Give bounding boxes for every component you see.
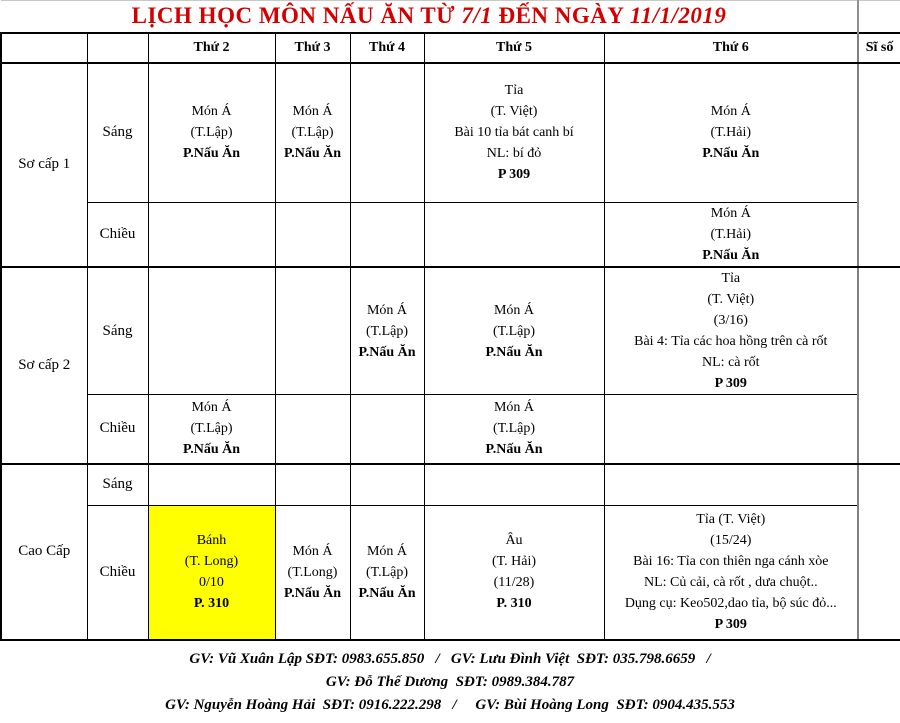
course-room: P.Nấu Ăn bbox=[485, 344, 543, 360]
cell-caocap-sang-thu6 bbox=[604, 464, 858, 506]
course-name: Món Á bbox=[191, 104, 232, 120]
class-label-so-cap-1: Sơ cấp 1 bbox=[1, 63, 87, 268]
cell-socap2-chieu-thu3 bbox=[275, 395, 350, 464]
course-progress: (15/24) bbox=[710, 533, 752, 549]
cell-socap1-chieu-thu6 bbox=[604, 203, 858, 268]
cell-socap2-chieu-thu5 bbox=[424, 395, 604, 464]
cell-caocap-chieu-thu5 bbox=[424, 506, 604, 640]
course-room: P.Nấu Ăn bbox=[358, 344, 416, 360]
cell-socap2-sang-thu5 bbox=[424, 267, 604, 395]
cell-socap2-chieu-thu2 bbox=[148, 395, 275, 464]
course-room: P 309 bbox=[714, 376, 747, 391]
cell-caocap-chieu-thu4 bbox=[350, 506, 424, 640]
course-name: Tỉa bbox=[721, 271, 741, 286]
course-teacher: (T. Việt) bbox=[490, 104, 538, 120]
session-label-chieu: Chiều bbox=[87, 395, 148, 464]
cell-caocap-sang-thu2 bbox=[148, 464, 275, 506]
course-room: P. 310 bbox=[496, 596, 532, 612]
day-header-thu4: Thứ 4 bbox=[350, 33, 424, 63]
course-teacher: (T.Lập) bbox=[365, 323, 409, 339]
row-socap2-sang bbox=[1, 267, 900, 395]
course-name: Món Á bbox=[292, 104, 333, 120]
cell-socap1-sang-thu6 bbox=[604, 63, 858, 203]
class-size-header: Sĩ số bbox=[858, 33, 900, 63]
cell-caocap-chieu-thu6 bbox=[604, 506, 858, 640]
course-room: P.Nấu Ăn bbox=[182, 146, 241, 162]
course-name: Món Á bbox=[710, 206, 751, 221]
course-name: Bánh bbox=[196, 533, 227, 549]
row-caocap-chieu bbox=[1, 506, 900, 640]
teacher-contacts bbox=[0, 641, 900, 723]
row-socap1-sang bbox=[1, 63, 900, 203]
day-header-thu6: Thứ 6 bbox=[604, 33, 858, 63]
session-label-chieu: Chiều bbox=[87, 203, 148, 268]
teacher-contact-line-1: GV: Vũ Xuân Lập SĐT: 0983.655.850 / GV: Lưu Đình Việt SĐT: 035.798.6659 / bbox=[189, 650, 711, 667]
course-name: Âu bbox=[505, 533, 523, 549]
course-ingredients: NL: cà rốt bbox=[702, 355, 760, 370]
class-label-cao-cap: Cao Cấp bbox=[1, 464, 87, 640]
course-room: P.Nấu Ăn bbox=[485, 442, 543, 458]
cell-socap1-sang-thu4 bbox=[350, 63, 424, 203]
course-lesson: Bài 10 tỉa bát canh bí bbox=[454, 125, 574, 141]
session-label-sang: Sáng bbox=[87, 63, 148, 203]
page-title bbox=[1, 1, 858, 33]
cell-caocap-chieu-thu3 bbox=[275, 506, 350, 640]
cell-socap2-sang-thu3 bbox=[275, 267, 350, 395]
course-progress: (3/16) bbox=[713, 313, 748, 328]
course-tools: Dụng cụ: Keo502,dao tỉa, bộ súc đỏ... bbox=[624, 596, 837, 612]
class-label-so-cap-2: Sơ cấp 2 bbox=[1, 267, 87, 464]
cell-socap1-chieu-thu2 bbox=[148, 203, 275, 268]
course-name-teacher: Tỉa (T. Việt) bbox=[696, 512, 766, 528]
row-socap2-chieu bbox=[1, 395, 900, 464]
teacher-contact-line-2: GV: Đỗ Thế Dương SĐT: 0989.384.787 bbox=[325, 673, 575, 690]
header-empty-class bbox=[1, 33, 87, 63]
course-name: Món Á bbox=[366, 543, 408, 559]
row-caocap-sang bbox=[1, 464, 900, 506]
course-lesson: Bài 4: Tỉa các hoa hồng trên cà rốt bbox=[634, 334, 828, 349]
cell-socap1-sang-thu2 bbox=[148, 63, 275, 203]
cell-socap1-chieu-thu4 bbox=[350, 203, 424, 268]
title-row bbox=[1, 1, 900, 33]
title-text-pre: LỊCH HỌC MÔN NẤU ĂN TỪ bbox=[131, 3, 456, 29]
course-room: P 309 bbox=[714, 617, 747, 633]
course-teacher: (T.Lập) bbox=[190, 421, 233, 437]
course-name: Món Á bbox=[493, 400, 535, 416]
course-teacher: (T.Lập) bbox=[492, 421, 536, 437]
course-name: Món Á bbox=[292, 543, 333, 559]
day-header-thu3: Thứ 3 bbox=[275, 33, 350, 63]
course-room: P.Nấu Ăn bbox=[283, 585, 342, 601]
title-side-cell bbox=[858, 1, 900, 33]
course-teacher: (T.Lập) bbox=[291, 125, 334, 141]
course-name: Món Á bbox=[191, 400, 232, 416]
course-teacher: (T. Việt) bbox=[707, 292, 755, 307]
course-teacher: (T.Lập) bbox=[492, 323, 536, 339]
header-empty-session bbox=[87, 33, 148, 63]
course-ingredients: NL: Củ cải, cà rốt , dưa chuột.. bbox=[643, 575, 818, 591]
course-room: P.Nấu Ăn bbox=[182, 442, 241, 458]
course-name: Món Á bbox=[710, 104, 751, 120]
cell-socap2-sang-thu6 bbox=[604, 267, 858, 395]
cell-caocap-sang-thu4 bbox=[350, 464, 424, 506]
title-text-mid: ĐẾN NGÀY bbox=[498, 3, 624, 29]
teacher-contact-line-3: GV: Nguyễn Hoàng Hải SĐT: 0916.222.298 / GV: Bùi Hoàng Long SĐT: 0904.435.553 bbox=[165, 696, 735, 713]
course-teacher: (T. Hải) bbox=[491, 554, 537, 570]
course-lesson: Bài 16: Tỉa con thiên nga cánh xòe bbox=[633, 554, 829, 570]
class-size-socap2 bbox=[858, 267, 900, 464]
course-teacher: (T.Long) bbox=[287, 564, 338, 580]
course-name: Tỉa bbox=[504, 83, 524, 99]
cell-socap1-sang-thu3 bbox=[275, 63, 350, 203]
title-date-to: 11/1/2019 bbox=[629, 3, 727, 29]
cell-socap1-chieu-thu5 bbox=[424, 203, 604, 268]
course-name: Món Á bbox=[493, 302, 535, 318]
course-room: P.Nấu Ăn bbox=[358, 585, 416, 601]
course-progress: 0/10 bbox=[199, 575, 224, 591]
session-label-sang: Sáng bbox=[87, 267, 148, 395]
course-room: P 309 bbox=[497, 167, 531, 183]
cell-caocap-sang-thu5 bbox=[424, 464, 604, 506]
header-row bbox=[1, 33, 900, 63]
cell-socap1-chieu-thu3 bbox=[275, 203, 350, 268]
course-teacher: (T. Long) bbox=[184, 554, 239, 570]
session-label-chieu: Chiều bbox=[87, 506, 148, 640]
class-size-caocap bbox=[858, 464, 900, 640]
course-room: P. 310 bbox=[193, 596, 230, 612]
cell-caocap-chieu-thu2-highlighted bbox=[148, 506, 275, 640]
course-teacher: (T.Hải) bbox=[710, 125, 752, 141]
course-teacher: (T.Lập) bbox=[190, 125, 233, 141]
day-header-thu5: Thứ 5 bbox=[424, 33, 604, 63]
course-room: P.Nấu Ăn bbox=[702, 248, 760, 263]
course-teacher: (T.Hải) bbox=[710, 227, 752, 242]
course-room: P.Nấu Ăn bbox=[702, 146, 760, 162]
class-size-socap1 bbox=[858, 63, 900, 268]
row-socap1-chieu bbox=[1, 203, 900, 268]
course-progress: (11/28) bbox=[493, 575, 535, 591]
cell-socap2-sang-thu2 bbox=[148, 267, 275, 395]
course-ingredients: NL: bí đỏ bbox=[486, 146, 542, 162]
day-header-thu2: Thứ 2 bbox=[148, 33, 275, 63]
cell-socap2-sang-thu4 bbox=[350, 267, 424, 395]
cell-socap1-sang-thu5 bbox=[424, 63, 604, 203]
course-name: Món Á bbox=[366, 302, 408, 318]
cell-caocap-sang-thu3 bbox=[275, 464, 350, 506]
course-room: P.Nấu Ăn bbox=[283, 146, 342, 162]
session-label-sang: Sáng bbox=[87, 464, 148, 506]
cell-socap2-chieu-thu4 bbox=[350, 395, 424, 464]
course-teacher: (T.Lập) bbox=[365, 564, 409, 580]
cell-socap2-chieu-thu6 bbox=[604, 395, 858, 464]
title-date-from: 7/1 bbox=[461, 3, 493, 29]
